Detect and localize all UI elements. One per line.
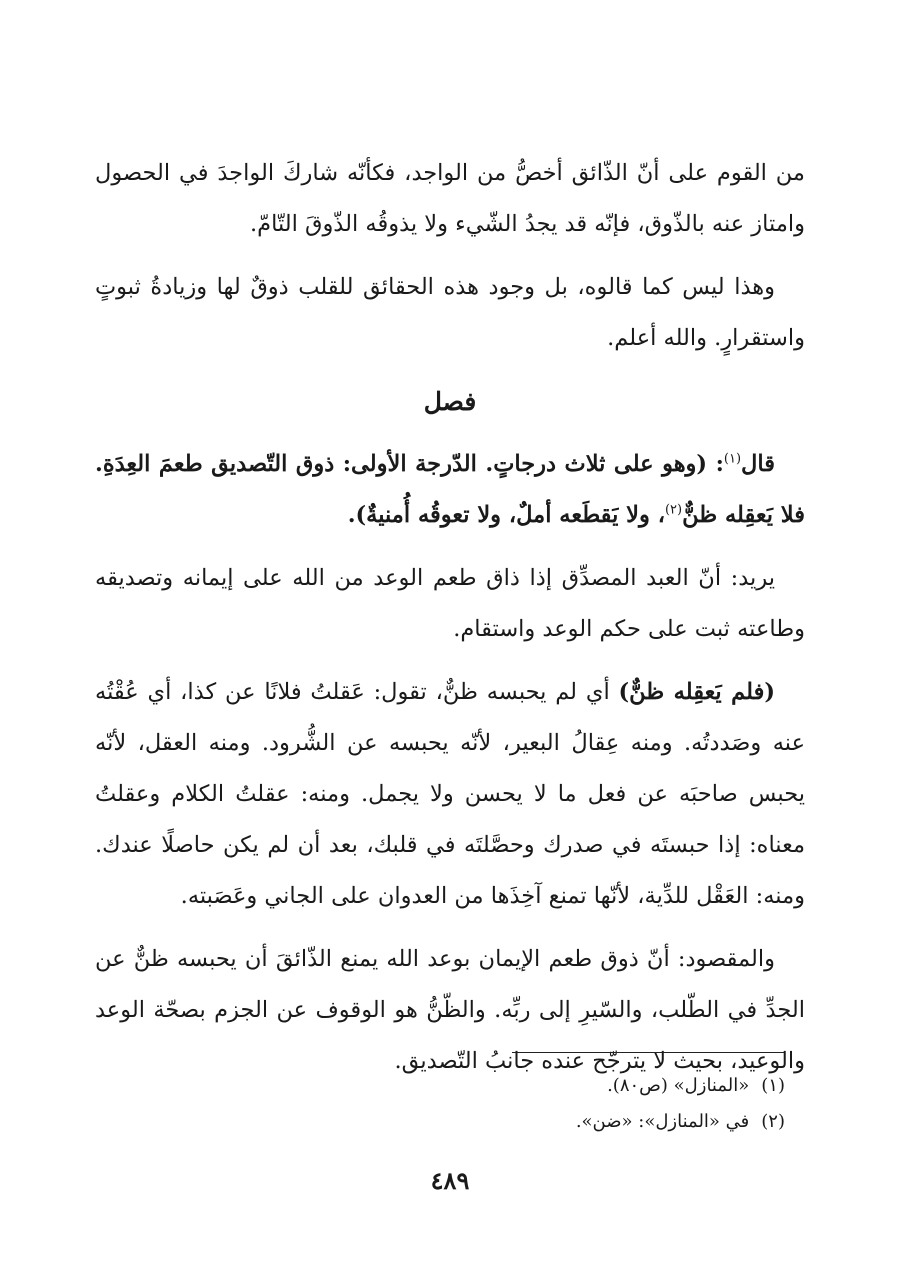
page-number: ٤٨٩ (430, 1166, 470, 1195)
footnote-divider (512, 1052, 784, 1053)
main-text (95, 148, 805, 1099)
paragraph-5 (95, 667, 805, 922)
quoted-phrase: (فلم يَعقِله ظنٌّ) (618, 679, 776, 705)
paragraph-6: والمقصود: أنّ ذوق طعم الإيمان بوعد الله يمنع الذّائقَ أن يحبسه ظنٌّ عن الجدِّ في الطّلب، والسّيرِ إلى ربِّه. والظّنُّ هو الوقوف عن الجزم بصحّة الوعد والوعيد، بحيث لا يترجّح عنده جانبُ التّصديق. (95, 946, 805, 1074)
section-heading: فصل (423, 387, 477, 416)
footnote-1 (95, 1068, 785, 1104)
footnote-ref-2[interactable]: (٢) (664, 502, 683, 518)
quote-text-1: : (وهو على ثلاث درجاتٍ. الدّرجة الأولى: ذوق التّصديق طعمَ العِدَةِ. فلا يَعقِله ظنٌّ (95, 451, 805, 528)
paragraph-5-text: أي لم يحبسه ظنٌّ، تقول: عَقلتُ فلانًا عن كذا، أي عُقْتُه عنه وصَددتُه. ومنه عِقالُ البعير، لأنّه يحبسه عن الشُّرود. ومنه العقل، لأنّه يحبس صاحبَه عن فعل ما لا يحسن ولا يجمل. ومنه: عقلتُ الكلام وعقلتُ معناه: إذا حبستَه في صدرك وحصَّلتَه في قلبك، بعد أن لم يكن حاصلًا عندك. ومنه: العَقْل للدِّية، لأنّها تمنع آخِذَها من العدوان على الجاني وعَصَبته. (95, 679, 805, 909)
paragraph-1: من القوم على أنّ الذّائق أخصُّ من الواجد، فكأنّه شاركَ الواجدَ في الحصول وامتاز عنه بالذّوق، فإنّه قد يجدُ الشّيء ولا يذوقُه الذّوقَ التّامّ. (95, 160, 805, 237)
footnote-number: (٢) (761, 1111, 785, 1132)
footnote-number: (١) (761, 1075, 785, 1096)
footnote-2 (95, 1104, 785, 1140)
quote-text-2: ، ولا يَقطَعه أملٌ، ولا تعوقُه أُمنيةٌ). (347, 502, 665, 528)
footnote-text: «المنازل» (ص٨٠). (607, 1075, 750, 1096)
footnote-text: في «المنازل»: «ضن». (575, 1111, 750, 1132)
quote-lead: قال (741, 451, 775, 477)
paragraph-3 (95, 439, 805, 541)
paragraph-2: وهذا ليس كما قالوه، بل وجود هذه الحقائق للقلب ذوقٌ لها وزيادةُ ثبوتٍ واستقرارٍ. والله أعلم. (95, 274, 805, 351)
footnote-ref-1[interactable]: (١) (723, 451, 742, 467)
footnotes (95, 1068, 785, 1140)
paragraph-4: يريد: أنّ العبد المصدِّق إذا ذاق طعم الوعد من الله على إيمانه وتصديقه وطاعته ثبت على حكم الوعد واستقام. (95, 565, 805, 642)
